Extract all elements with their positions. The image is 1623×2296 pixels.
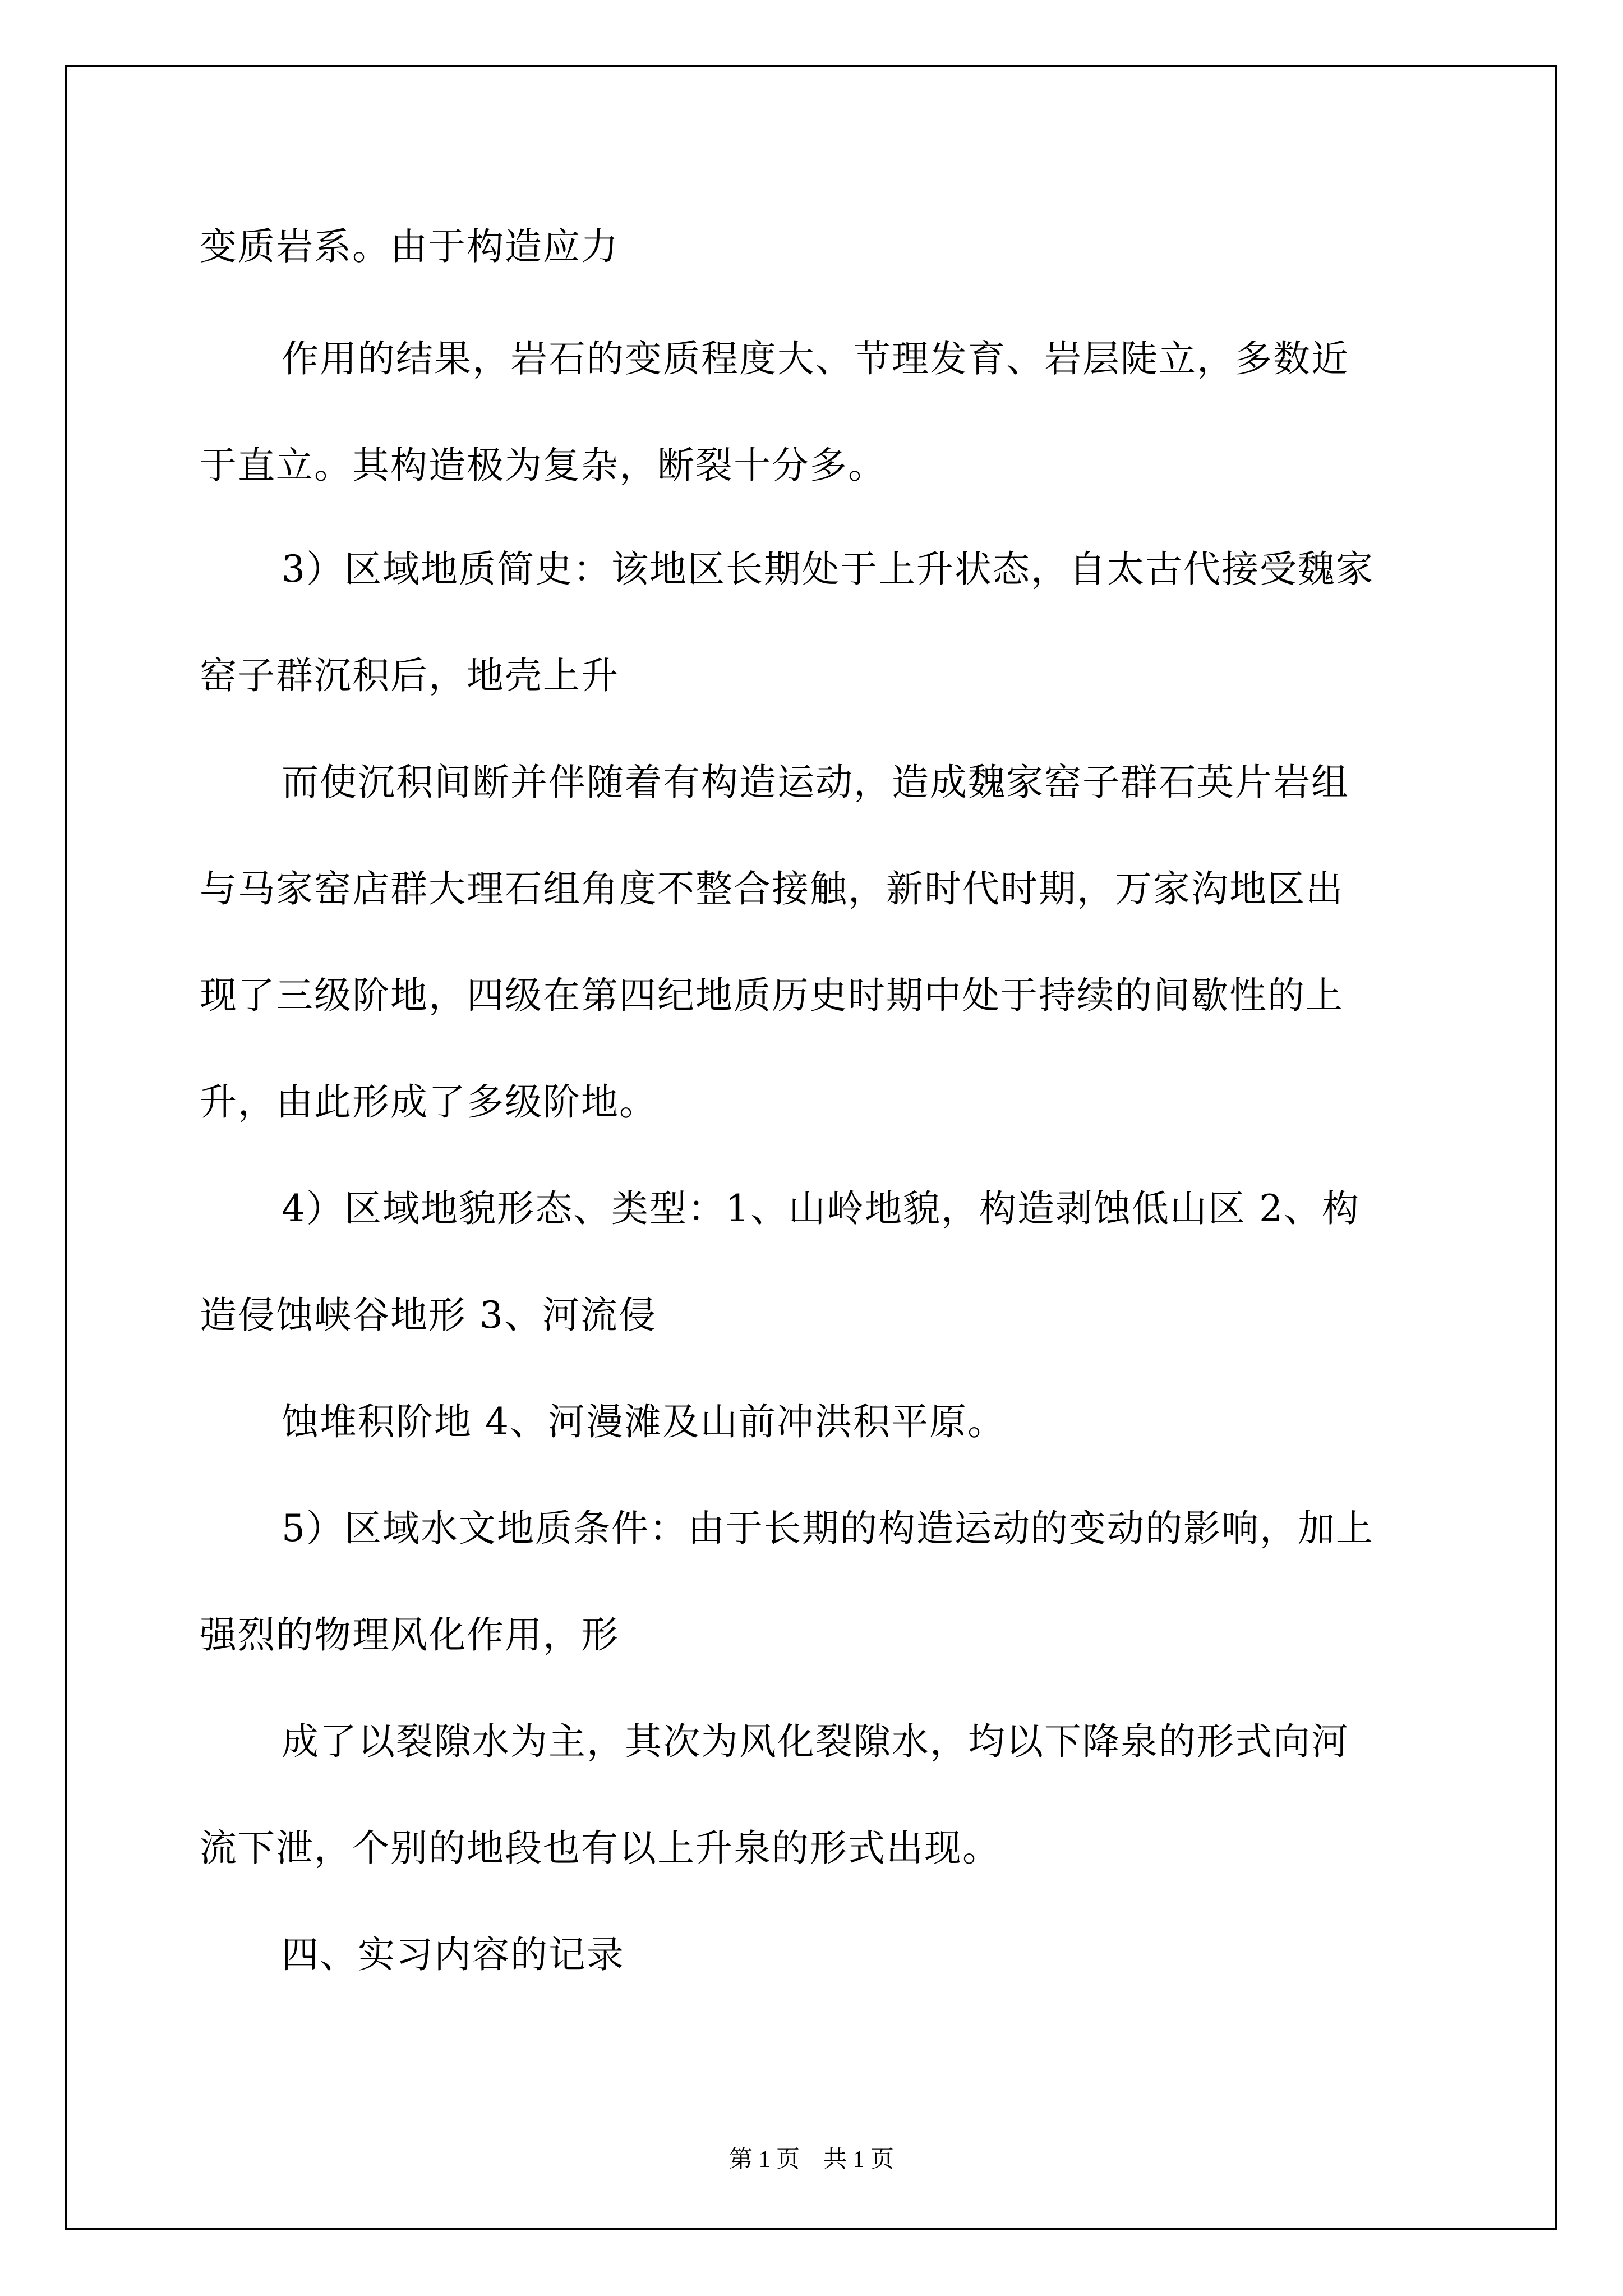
text-line-13: 5）区域水文地质条件：由于长期的构造运动的变动的影响，加上 — [282, 1507, 1374, 1550]
text-line-12: 蚀堆积阶地 4、河漫滩及山前冲洪积平原。 — [282, 1400, 1006, 1443]
text-line-7: 与马家窑店群大理石组角度不整合接触，新时代时期，万家沟地区出 — [200, 867, 1344, 910]
text-line-8: 现了三级阶地，四级在第四纪地质历史时期中处于持续的间歇性的上 — [200, 974, 1344, 1017]
text-line-10: 4）区域地貌形态、类型：1、山岭地貌，构造剥蚀低山区 2、构 — [282, 1187, 1360, 1230]
page-number: 第 1 页 共 1 页 — [728, 2147, 894, 2173]
text-line-11: 造侵蚀峡谷地形 3、河流侵 — [200, 1294, 657, 1337]
text-line-16: 流下泄，个别的地段也有以上升泉的形式出现。 — [200, 1826, 1000, 1870]
section-heading: 四、实习内容的记录 — [282, 1933, 625, 1976]
text-line-4: 3）区域地质简史：该地区长期处于上升状态，自太古代接受魏家 — [282, 547, 1374, 591]
text-line-9: 升，由此形成了多级阶地。 — [200, 1080, 657, 1124]
text-line-5: 窑子群沉积后，地壳上升 — [200, 654, 619, 697]
text-line-2: 作用的结果，岩石的变质程度大、节理发育、岩层陡立，多数近 — [282, 337, 1349, 380]
text-line-3: 于直立。其构造极为复杂，断裂十分多。 — [200, 444, 886, 487]
text-line-1: 变质岩系。由于构造应力 — [200, 225, 619, 268]
text-line-6: 而使沉积间断并伴随着有构造运动，造成魏家窑子群石英片岩组 — [282, 761, 1349, 804]
text-line-14: 强烈的物理风化作用，形 — [200, 1613, 619, 1657]
text-line-15: 成了以裂隙水为主，其次为风化裂隙水，均以下降泉的形式向河 — [282, 1720, 1349, 1763]
page-border — [65, 65, 1557, 2230]
